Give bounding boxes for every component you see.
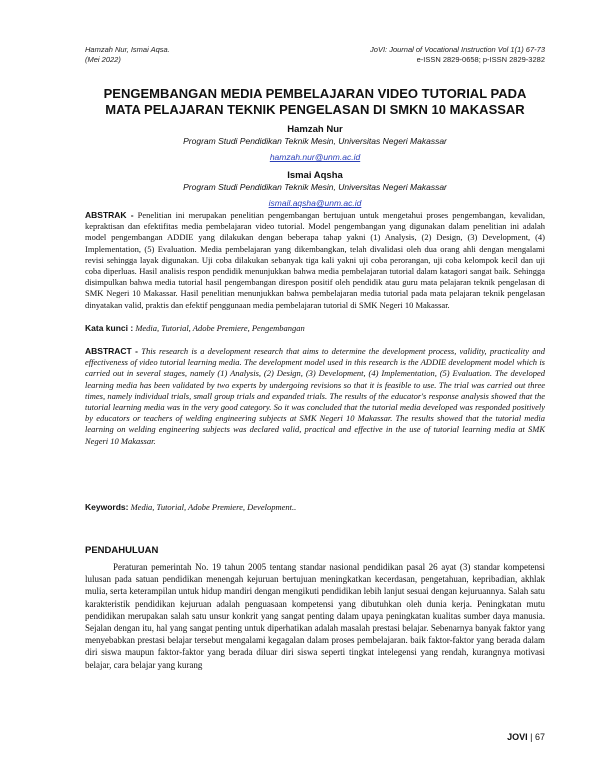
keywords-english (85, 502, 545, 513)
abstract-indonesian (85, 210, 545, 311)
author-name: Ismai Aqsha (287, 170, 343, 181)
page-number: 67 (534, 732, 545, 742)
abstract-english (85, 346, 545, 447)
header-authors-line: Hamzah Nur, Ismai Aqsa. (85, 45, 170, 54)
author-affiliation: Program Studi Pendidikan Teknik Mesin, Universitas Negeri Makassar (183, 182, 447, 192)
paper-title (60, 86, 570, 118)
keywords-label: Kata kunci : (85, 323, 134, 333)
author-block-1 (60, 124, 570, 165)
header-date-line: (Mei 2022) (85, 55, 121, 64)
running-header-journal (370, 45, 545, 65)
author-email-link[interactable]: ismail.aqsha@unm.ac.id (268, 198, 362, 208)
author-email-link[interactable]: hamzah.nur@unm.ac.id (269, 152, 361, 162)
header-journal-line: JoVI: Journal of Vocational Instruction Vol 1(1) 67-73 (370, 45, 545, 54)
keywords-indonesian (85, 323, 545, 334)
keywords-text: Media, Tutorial, Adobe Premiere, Development.. (130, 502, 297, 512)
title-line-1: PENGEMBANGAN MEDIA PEMBELAJARAN VIDEO TUTORIAL PADA (103, 86, 527, 101)
page-footer (507, 731, 545, 743)
footer-journal-name: JOVI (507, 732, 528, 742)
keywords-text: Media, Tutorial, Adobe Premiere, Pengembangan (135, 323, 305, 333)
author-block-2 (60, 170, 570, 211)
keywords-label: Keywords: (85, 502, 129, 512)
section-heading: PENDAHULUAN (85, 545, 159, 556)
abstract-label: ABSTRACT - (85, 346, 139, 356)
author-affiliation: Program Studi Pendidikan Teknik Mesin, Universitas Negeri Makassar (183, 136, 447, 146)
footer-separator: | (530, 732, 533, 742)
header-issn-line: e-ISSN 2829-0658; p-ISSN 2829-3282 (416, 55, 545, 64)
abstract-label: ABSTRAK - (85, 210, 134, 220)
body-paragraph: Peraturan pemerintah No. 19 tahun 2005 tentang standar nasional pendidikan pasal 26 ayat (3) standar kompetensi lulusan pada satuan pendidikan menengah kejuruan bertujuan meningkatkan kecerdasan, pengetahuan, kepribadian, akhlak mulia, serta keterampilan untuk hidup mandiri dengan mengikuti pendidikan lebih lanjut sesuai dengan kejuruannya. Salah satu karakteristik pendidikan kejuruan adalah penguasaan kompetensi yang dibutuhkan oleh dunia kerja. Peningkatan mutu pendidikan merupakan salah satu unsur konkrit yang sangat penting dalam upaya peningkatan kualitas sumber daya manusia. Sejalan dengan itu, hal yang sangat penting untuk diperhatikan adalah masalah prestasi belajar. Sebenarnya banyak faktor yang menyebabkan prestasi belajar tersebut mengalami kegagalan dalam proses pembelajaran. baik faktor-faktor yang berada dalam diri siswa maupun faktor-faktor yang berada diluar diri siswa seperti tingkat intelegensi yang rendah, kurangnya motivasi belajar, cara belajar yang kurang (85, 562, 545, 670)
abstract-text: Penelitian ini merupakan penelitian pengembangan bertujuan untuk mengetahui proses pengembangan, kevalidan, kepraktisan dan efektifitas media pembelajaran video tutorial. Model pengembangan yang digunakan dalam penelitian ini adalah model pengembangan ADDIE yang dilakukan dengan beberapa tahap yakni (1) Analysis, (2) Design, (3) Development, (4) Implementation, (5) Evaluation. Media pembelajaran yang dikembangkan, telah divalidasi oleh dua orang ahli dengan mengalami revisi sehingga layak digunakan. Uji coba dilakukan sebanyak tiga kali yakni uji coba perorangan, uji coba kelompok kecil dan uji coba diperluas. Hasil analisis respon pendidik menunjukkan bahwa media pembelajaran tutorial dalam katagori sangat baik. Sehingga disimpulkan bahwa media tutorial hasil pengembangan direspon positif oleh pendidik atau guru mata pelajaran teknik pengelasan di SMK Negeri 10 Makassar. Hasil penelitian menunjukkan bahwa pembelajaran media tutorial pada mata pelajaran teknik pengelasan dinyatakan valid, praktis dan efektif penggunaan media pembelajaran tutorial di SMK Negeri 10 Makassar. (85, 210, 546, 310)
author-name: Hamzah Nur (287, 124, 343, 135)
running-header-authors (85, 45, 170, 65)
title-line-2: MATA PELAJARAN TEKNIK PENGELASAN DI SMKN 10 MAKASSAR (105, 102, 525, 117)
abstract-text: This research is a development research that aims to determine the development process, validity, practicality and effectiveness of video tutorial learning media. The development model used in this research is the ADDIE development model which is carried out in several stages, namely (1) Analysis, (2) Design, (3) Development, (4) Implementation, (5) Evaluation. The developed learning media has been validated by two experts by undergoing revisions so that it is feasible to use. The trial was carried out three times, namely individual trials, small group trials and expanded trials. The results of the educator's response analysis showed that the tutorial learning media was in the very good category. So it was concluded that the tutorial media developed was responded positively by educators or teachers of welding engineering subjects at SMK Negeri 10 Makassar. The results showed that the tutorial media learning on welding engineering subjects was declared valid, practical and effective in the use of tutorial learning media at SMK Negeri 10 Makassar. (85, 346, 545, 446)
